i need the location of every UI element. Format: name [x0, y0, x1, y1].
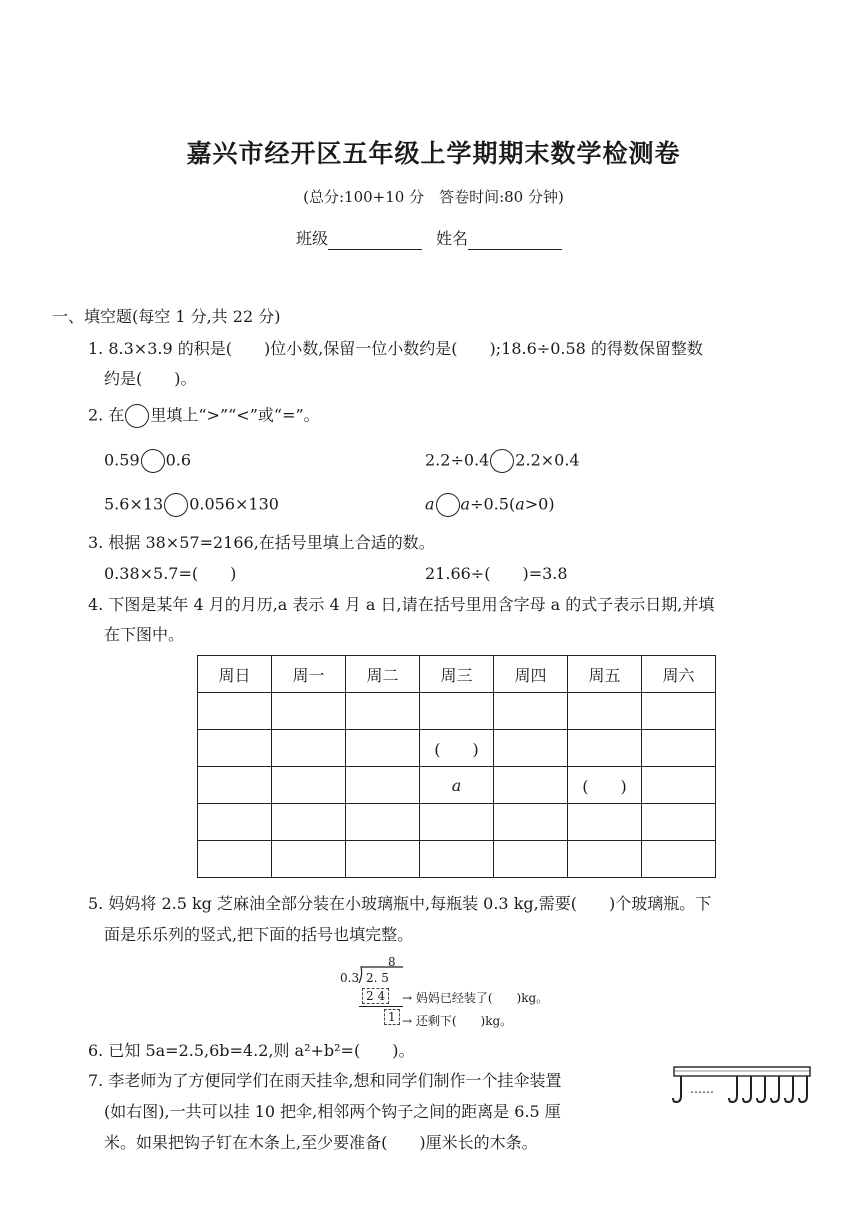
division-note-1: → 妈妈已经装了( )kg。 [402, 991, 549, 1005]
q2-b-left: 2.2÷0.4 [425, 450, 490, 470]
calendar-row [198, 841, 716, 878]
q2-d-left: a [425, 494, 435, 514]
q2-suffix: 里填上“>”“<”或“=”。 [150, 405, 320, 425]
calendar-header: 周四 [494, 656, 568, 693]
calendar-cell [346, 730, 420, 767]
calendar-header: 周六 [642, 656, 716, 693]
circle-icon [125, 404, 149, 428]
division-product-row [362, 989, 389, 1003]
calendar-cell [346, 804, 420, 841]
calendar-header: 周五 [568, 656, 642, 693]
calendar-cell [642, 693, 716, 730]
calendar-cell [494, 804, 568, 841]
calendar-cell [346, 693, 420, 730]
q2-item-d [425, 493, 555, 517]
calendar-cell [568, 693, 642, 730]
calendar-row [198, 767, 716, 804]
calendar-answer-cell[interactable]: ( ) [568, 767, 642, 804]
q2-item-c [104, 493, 279, 517]
division-remainder-row [384, 1010, 400, 1024]
q2-d-var: a [515, 494, 525, 514]
calendar-answer-cell[interactable]: ( ) [420, 730, 494, 767]
q2-d-right-rest: ÷0.5( [470, 494, 516, 514]
q2-a-left: 0.59 [104, 450, 140, 470]
calendar-cell [494, 693, 568, 730]
calendar-cell [642, 767, 716, 804]
calendar-row [198, 730, 716, 767]
q5-line2: 面是乐乐列的竖式,把下面的括号也填完整。 [104, 925, 414, 944]
calendar-header-row [198, 656, 716, 693]
calendar-a-cell: a [420, 767, 494, 804]
calendar-header: 周三 [420, 656, 494, 693]
calendar-cell [198, 804, 272, 841]
q4-line2: 在下图中。 [104, 625, 185, 644]
q2-prefix: 2. 在 [88, 405, 125, 425]
q2-item-a [104, 449, 191, 473]
calendar-cell [198, 693, 272, 730]
division-dividend: 2. 5 [366, 971, 389, 985]
q2-item-b [425, 449, 580, 473]
calendar-cell [642, 730, 716, 767]
calendar-cell [568, 804, 642, 841]
division-product[interactable]: 2 4 [362, 988, 389, 1004]
calendar-header: 周一 [272, 656, 346, 693]
class-label: 班级 [296, 229, 329, 248]
division-remainder[interactable]: 1 [384, 1009, 400, 1025]
calendar-cell [642, 804, 716, 841]
q3-stem: 3. 根据 38×57=2166,在括号里填上合适的数。 [88, 533, 435, 552]
calendar-cell [198, 767, 272, 804]
compare-circle-a[interactable] [141, 449, 165, 473]
calendar-cell [420, 804, 494, 841]
q2-d-right-a: a [460, 494, 471, 514]
page-subtitle: (总分:100+10 分 答卷时间:80 分钟) [303, 188, 564, 206]
section-heading: 一、填空题(每空 1 分,共 22 分) [52, 307, 281, 326]
q2-b-right: 2.2×0.4 [515, 450, 580, 470]
calendar-cell [272, 804, 346, 841]
hook-dots: …… [690, 1082, 714, 1096]
class-field[interactable] [328, 233, 422, 250]
calendar-cell [494, 730, 568, 767]
q7-line1: 7. 李老师为了方便同学们在雨天挂伞,想和同学们制作一个挂伞装置 [88, 1071, 562, 1090]
student-info [296, 228, 562, 250]
q4-line1: 4. 下图是某年 4 月的月历,a 表示 4 月 a 日,请在括号里用含字母 a 的式子表示日期,并填 [88, 595, 715, 614]
q1-line1: 1. 8.3×3.9 的积是( )位小数,保留一位小数约是( );18.6÷0.58 的得数保留整数 [88, 339, 703, 358]
calendar-cell [198, 730, 272, 767]
division-line [359, 1006, 403, 1007]
page-title: 嘉兴市经开区五年级上学期期末数学检测卷 [186, 139, 681, 168]
q2-c-left: 5.6×13 [104, 494, 164, 514]
calendar-cell [420, 693, 494, 730]
q2-c-right: 0.056×130 [189, 494, 279, 514]
calendar-cell [272, 693, 346, 730]
q2-stem [88, 404, 320, 428]
calendar-row [198, 804, 716, 841]
calendar-cell [642, 841, 716, 878]
name-label: 姓名 [436, 229, 469, 248]
compare-circle-d[interactable] [436, 493, 460, 517]
calendar-header: 周日 [198, 656, 272, 693]
q2-a-right: 0.6 [165, 450, 192, 470]
q2-d-end: >0) [524, 494, 555, 514]
calendar-cell [568, 841, 642, 878]
calendar-cell [568, 730, 642, 767]
calendar-row [198, 693, 716, 730]
q7-line2: (如右图),一共可以挂 10 把伞,相邻两个钩子之间的距离是 6.5 厘 [104, 1102, 561, 1121]
q5-line1: 5. 妈妈将 2.5 kg 芝麻油全部分装在小玻璃瓶中,每瓶装 0.3 kg,需要( )个玻璃瓶。下 [88, 894, 712, 913]
compare-circle-c[interactable] [164, 493, 188, 517]
calendar-cell [420, 841, 494, 878]
calendar-cell [198, 841, 272, 878]
calendar-table [197, 655, 716, 878]
calendar-cell [494, 767, 568, 804]
division-quotient: 8 [388, 955, 396, 969]
calendar-cell [272, 767, 346, 804]
calendar-cell [272, 841, 346, 878]
q6-text: 6. 已知 5a=2.5,6b=4.2,则 a²+b²=( )。 [88, 1041, 415, 1060]
q3-b: 21.66÷( )=3.8 [425, 564, 568, 583]
calendar-cell [346, 767, 420, 804]
calendar-cell [272, 730, 346, 767]
q7-line3: 米。如果把钩子钉在木条上,至少要准备( )厘米长的木条。 [104, 1133, 538, 1152]
division-note-2: → 还剩下( )kg。 [402, 1014, 513, 1028]
division-divisor: 0.3 [340, 971, 360, 985]
name-field[interactable] [468, 233, 562, 250]
q3-a: 0.38×5.7=( ) [104, 564, 237, 583]
q1-line2: 约是( )。 [104, 369, 197, 388]
compare-circle-b[interactable] [490, 449, 514, 473]
calendar-cell [494, 841, 568, 878]
calendar-cell [346, 841, 420, 878]
calendar-header: 周二 [346, 656, 420, 693]
